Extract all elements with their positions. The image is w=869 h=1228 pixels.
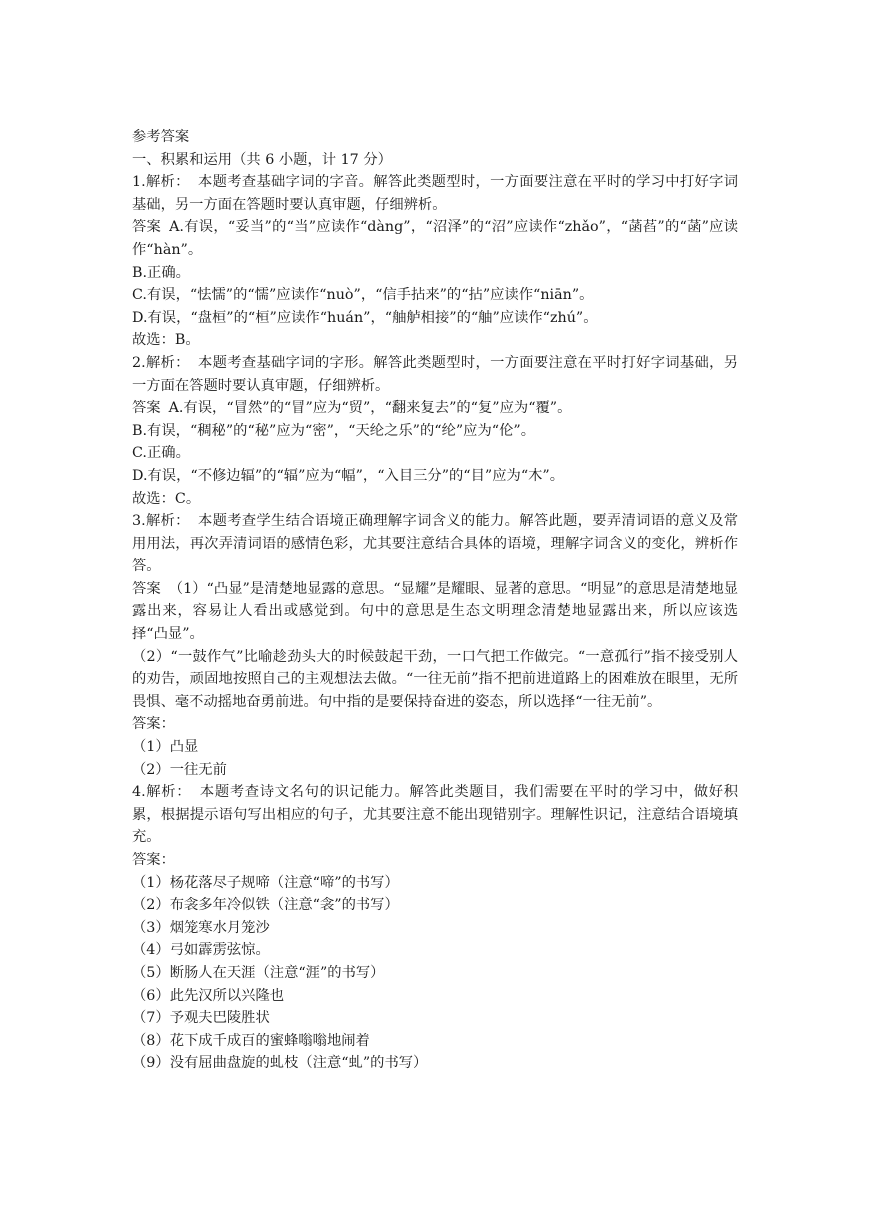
q4-item-8: （8）花下成千成百的蜜蜂嗡嗡地闹着 bbox=[132, 1032, 370, 1049]
q4-item-9: （9）没有屈曲盘旋的虬枝（注意“虬”的书写） bbox=[132, 1055, 428, 1072]
q4-item-6: （6）此先汉所以兴隆也 bbox=[132, 987, 285, 1004]
q3-ans1: （1）凸显 bbox=[132, 739, 199, 756]
q1-conclusion: 故选：B。 bbox=[132, 332, 200, 349]
q4-analysis-label: 4.解析： bbox=[132, 784, 192, 801]
q1-analysis bbox=[132, 171, 738, 216]
q4-analysis bbox=[132, 781, 738, 849]
q3-analysis-label: 3.解析： bbox=[132, 513, 190, 530]
q3-answers-label: 答案： bbox=[132, 716, 175, 733]
section-heading: 一、积累和运用（共 6 小题，计 17 分） bbox=[132, 151, 392, 168]
q2-analysis-label: 2.解析： bbox=[132, 354, 190, 371]
q3-part1-text: （1）“凸显”是清楚地显露的意思。“显耀”是耀眼、显著的意思。“明显”的意思是清楚地显露出来，容易让人看出或感觉到。句中的意思是生态文明理念清楚地显露出来，所以应该选择“凸显”。 bbox=[132, 580, 739, 643]
q3-answer-part1 bbox=[132, 578, 738, 646]
q2-option-b: B.有误，“稠秘”的“秘”应为“密”，“天纶之乐”的“纶”应为“伦”。 bbox=[132, 422, 535, 439]
q2-conclusion: 故选：C。 bbox=[132, 490, 201, 507]
q4-item-1: （1）杨花落尽子规啼（注意“啼”的书写） bbox=[132, 874, 399, 891]
q1-answer-a bbox=[132, 216, 738, 261]
q2-answer-a bbox=[132, 397, 738, 420]
q2-analysis-text: 本题考查基础字词的字形。解答此类题型时，一方面要注意在平时打好字词基础，另一方面在答题时要认真审题，仔细辨析。 bbox=[132, 354, 738, 394]
q4-item-2: （2）布衾多年冷似铁（注意“衾”的书写） bbox=[132, 897, 399, 914]
q1-option-b: B.正确。 bbox=[132, 264, 190, 281]
q1-analysis-label: 1.解析： bbox=[132, 174, 190, 191]
q4-analysis-text: 本题考查诗文名句的识记能力。解答此类题目，我们需要在平时的学习中，做好积累，根据提示语句写出相应的句子，尤其要注意不能出现错别字。理解性识记，注意结合语境填充。 bbox=[132, 784, 739, 846]
q4-item-7: （7）予观夫巴陵胜状 bbox=[132, 1010, 270, 1027]
q2-answer-label: 答案 bbox=[132, 400, 161, 417]
q1-option-c: C.有误，“怯懦”的“懦”应读作“nuò”，“信手拈来”的“拈”应读作“niān”。 bbox=[132, 287, 594, 304]
q4-item-5: （5）断肠人在天涯（注意“涯”的书写） bbox=[132, 964, 385, 981]
document-page bbox=[132, 126, 738, 1075]
q3-ans2: （2）一往无前 bbox=[132, 761, 227, 778]
q2-option-a: A.有误，“冒然”的“冒”应为“贸”，“翻来复去”的“复”应为“覆”。 bbox=[168, 400, 572, 417]
q4-item-4: （4）弓如霹雳弦惊。 bbox=[132, 942, 270, 959]
q3-analysis bbox=[132, 510, 738, 578]
q3-answer-part2: （2）“一鼓作气”比喻趁劲头大的时候鼓起干劲，一口气把工作做完。“一意孤行”指不接受别人的劝告，顽固地按照自己的主观想法去做。“一往无前”指不把前进道路上的困难放在眼里，无所畏惧、毫不动摇地奋勇前进。句中指的是要保持奋进的姿态，所以选择“一往无前”。 bbox=[132, 648, 738, 710]
q1-option-d: D.有误，“盘桓”的“桓”应读作“huán”，“舳舻相接”的“舳”应读作“zhú”。 bbox=[132, 309, 598, 326]
q4-answers-label: 答案： bbox=[132, 852, 175, 868]
q1-answer-label: 答案 bbox=[132, 219, 162, 236]
q3-answer-label: 答案 bbox=[132, 580, 161, 597]
q3-analysis-text: 本题考查学生结合语境正确理解字词含义的能力。解答此题，要弄清词语的意义及常用用法，再次弄清词语的感情色彩，尤其要注意结合具体的语境，理解字词含义的变化，辨析作答。 bbox=[132, 513, 738, 575]
q2-option-d: D.有误，“不修边辐”的“辐”应为“幅”，“入目三分”的“目”应为“木”。 bbox=[132, 467, 565, 484]
q4-item-3: （3）烟笼寒水月笼沙 bbox=[132, 919, 270, 936]
q2-option-c: C.正确。 bbox=[132, 445, 190, 462]
q1-option-a: A.有误，“妥当”的“当”应读作“dàng”，“沼泽”的“沼”应读作“zhǎo”，“菡萏”的“菡”应读作“hàn”。 bbox=[132, 219, 739, 258]
q1-analysis-text: 本题考查基础字词的字音。解答此类题型时，一方面要注意在平时的学习中打好字词基础，另一方面在答题时要认真审题，仔细辨析。 bbox=[132, 174, 738, 213]
q2-analysis bbox=[132, 352, 738, 397]
doc-title: 参考答案 bbox=[132, 129, 190, 145]
